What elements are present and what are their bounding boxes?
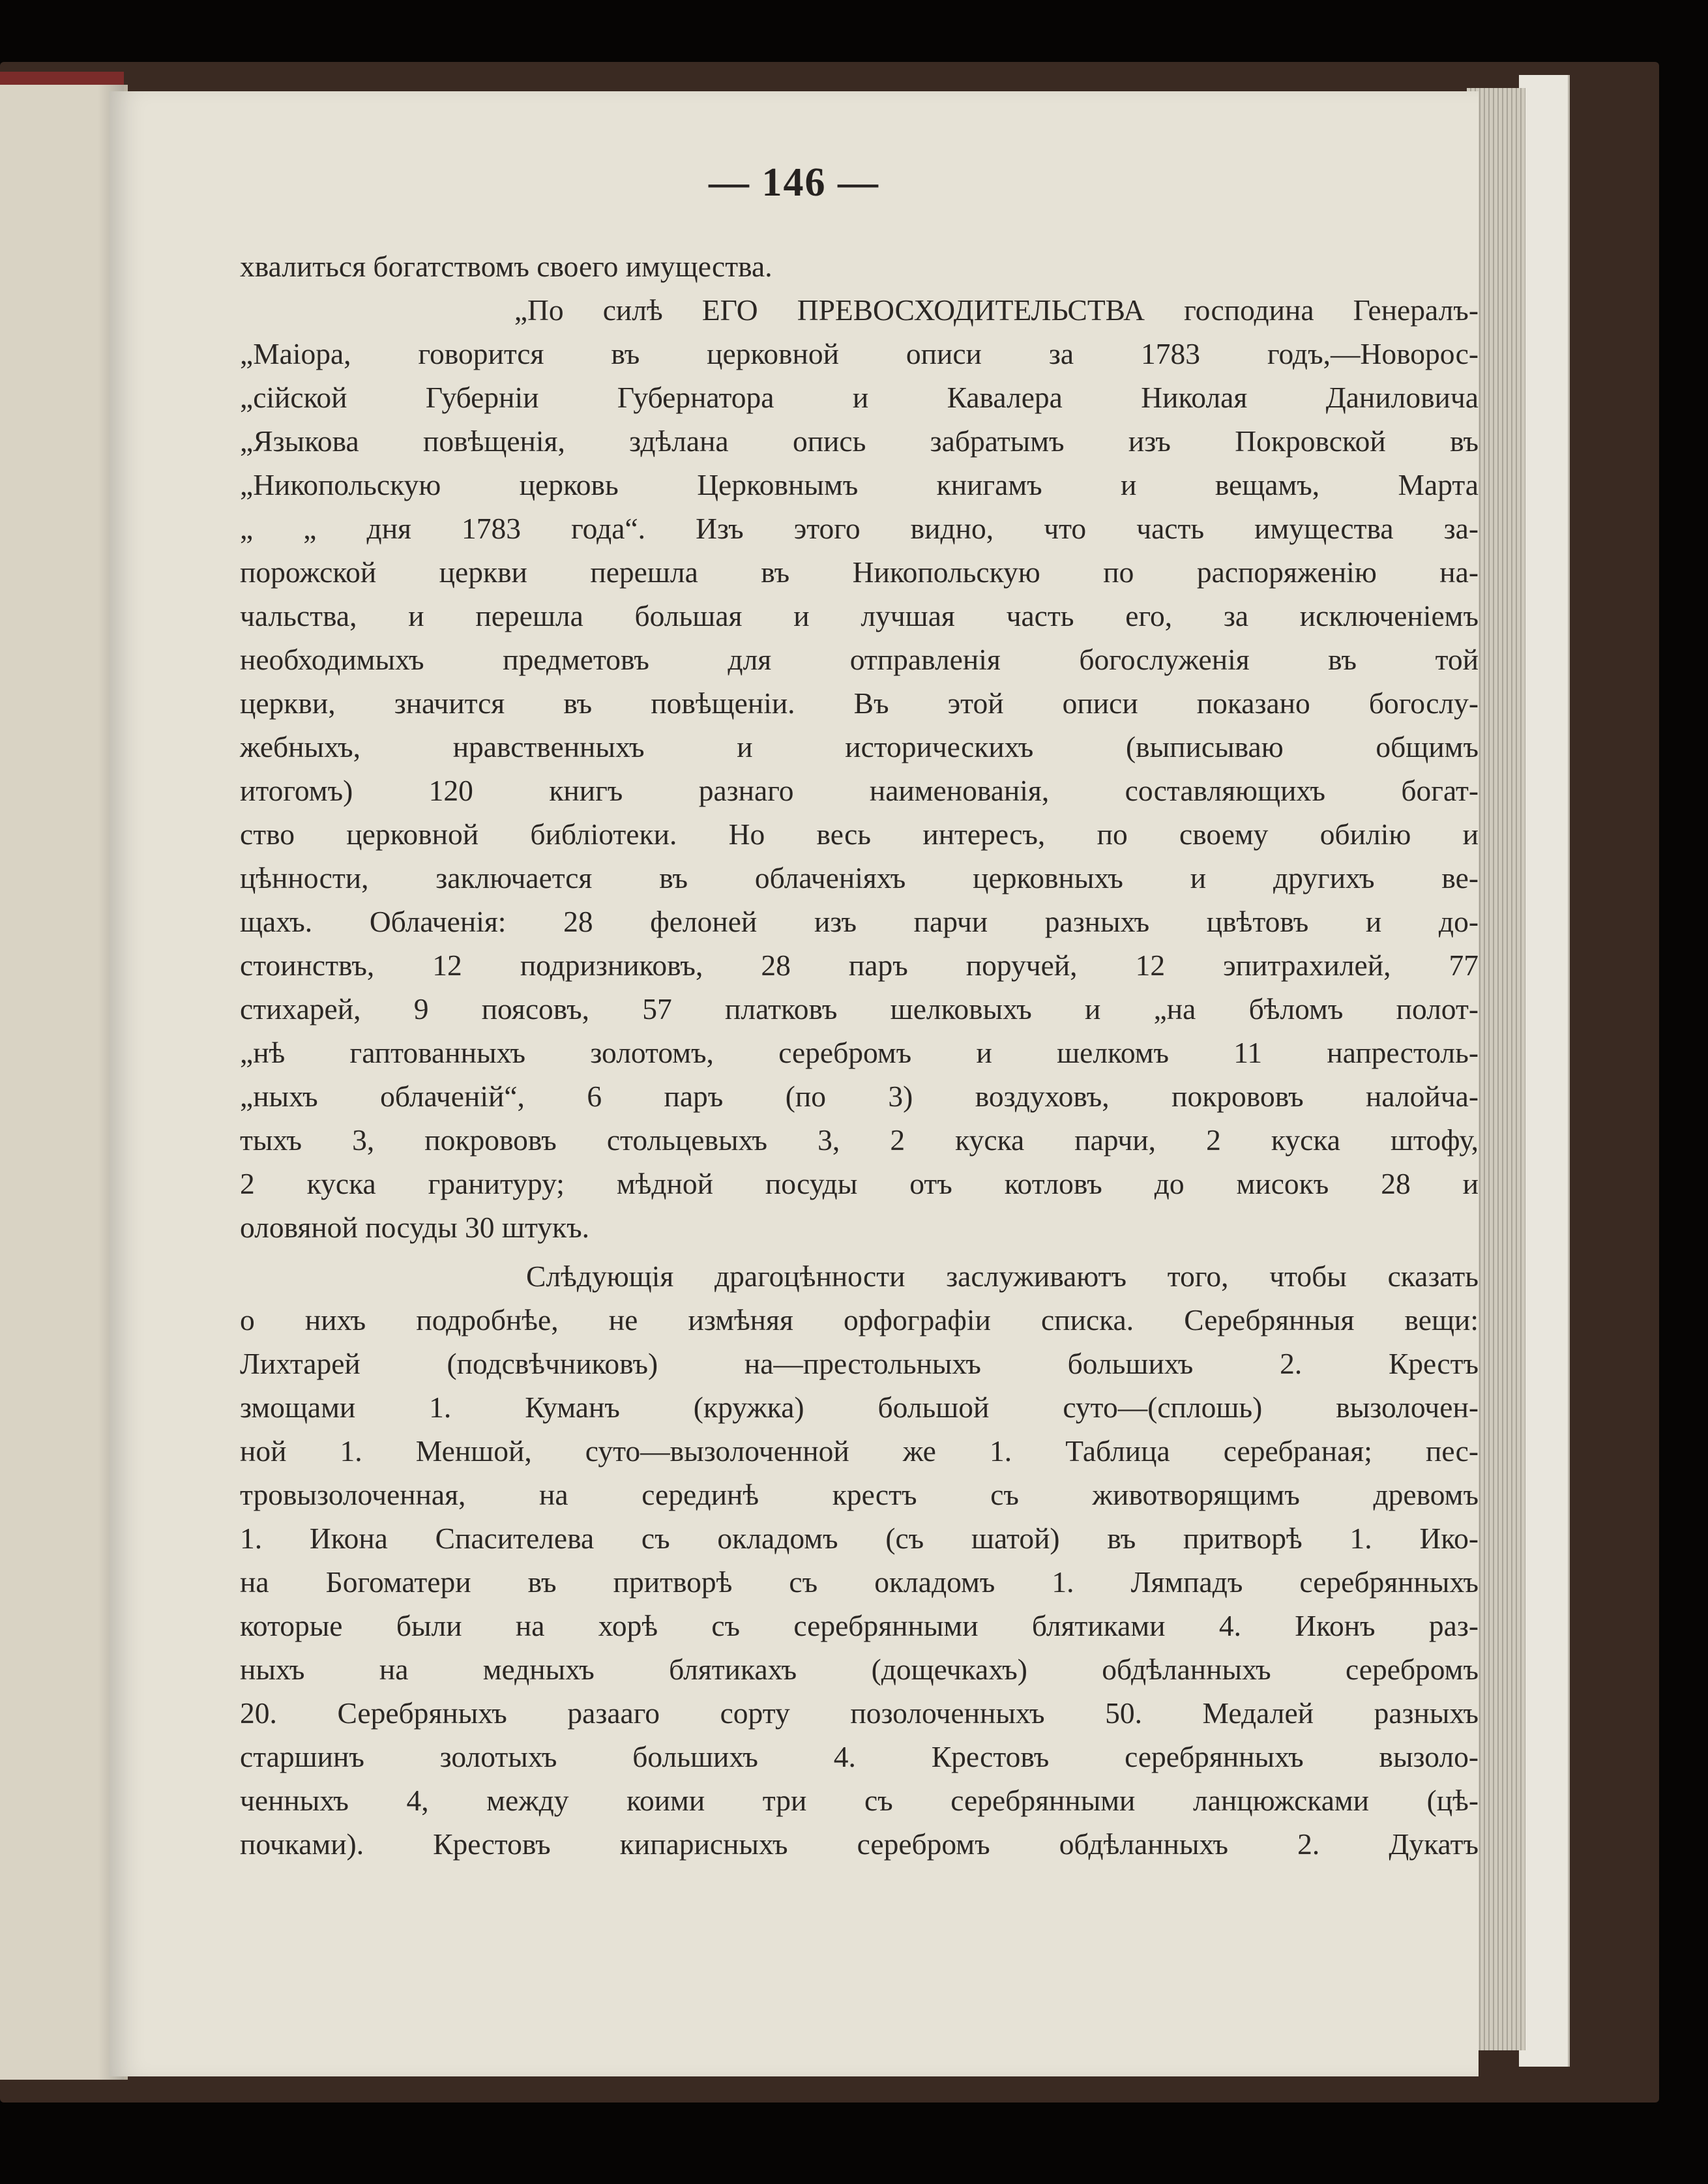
text-line: которые были на хорѣ съ серебрянными блятиками 4. Иконъ раз- xyxy=(240,1609,1479,1642)
text-line: тровызолоченная, на серединѣ крестъ съ животворящимъ древомъ xyxy=(240,1478,1479,1511)
text-line: на Богоматери въ притворѣ съ окладомъ 1. Лямпадъ серебрянныхъ xyxy=(240,1565,1479,1599)
text-line: ной 1. Меншой, суто—вызолоченной же 1. Таблица серебраная; пес- xyxy=(240,1434,1479,1468)
text-line: „Языкова повѣщенiя, здѣлана опись забратымъ изъ Покровской въ xyxy=(240,424,1479,458)
back-cover-edge xyxy=(1519,75,1570,2067)
page-text xyxy=(240,244,1479,1866)
text-line: порожской церкви перешла въ Никопольскую по распоряженiю на- xyxy=(240,555,1479,589)
page-number: — 146 — xyxy=(709,160,879,205)
book-page xyxy=(110,91,1479,2076)
text-line: старшинъ золотыхъ большихъ 4. Крестовъ серебрянныхъ вызоло- xyxy=(240,1740,1479,1773)
text-line: необходимыхъ предметовъ для отправленiя богослуженiя въ той xyxy=(240,643,1479,676)
text-line: „ „ дня 1783 года“. Изъ этого видно, что часть имущества за- xyxy=(240,512,1479,545)
text-line: стоинствъ, 12 подризниковъ, 28 паръ поручей, 12 эпитрахилей, 77 xyxy=(240,949,1479,982)
text-line: „сiйской Губернiи Губернатора и Кавалера Николая Даниловича xyxy=(240,381,1479,414)
text-line: итогомъ) 120 книгъ разнаго наименованiя, составляющихъ богат- xyxy=(240,774,1479,807)
text-line: „По силѣ ЕГО ПРЕВОСХОДИТЕЛЬСТВА господина Генералъ- xyxy=(240,293,1479,327)
text-line: 1. Икона Спасителева съ окладомъ (съ шатой) въ притворѣ 1. Ико- xyxy=(240,1522,1479,1555)
text-line: церкви, значится въ повѣщенiи. Въ этой описи показано богослу- xyxy=(240,686,1479,720)
text-line: стихарей, 9 поясовъ, 57 платковъ шелковыхъ и „на бѣломъ полот- xyxy=(240,992,1479,1026)
text-line: Слѣдующiя драгоцѣнности заслуживаютъ того, чтобы сказать xyxy=(240,1260,1479,1293)
text-line: щахъ. Облаченiя: 28 фелоней изъ парчи разныхъ цвѣтовъ и до- xyxy=(240,905,1479,938)
text-line: жебныхъ, нравственныхъ и историческихъ (выписываю общимъ xyxy=(240,730,1479,763)
text-line: ство церковной библiотеки. Но весь интересъ, по своему обилiю и xyxy=(240,818,1479,851)
text-line: „ныхъ облаченiй“, 6 паръ (по 3) воздуховъ, покрововъ налойча- xyxy=(240,1080,1479,1113)
text-line: ныхъ на медныхъ блятикахъ (дощечкахъ) обдѣланныхъ серебромъ xyxy=(240,1653,1479,1686)
text-line: 2 куска гранитуру; мѣдной посуды отъ котловъ до мисокъ 28 и xyxy=(240,1167,1479,1200)
text-line: ченныхъ 4, между коими три съ серебрянными ланцюжсками (цѣ- xyxy=(240,1784,1479,1817)
previous-page xyxy=(0,85,128,2080)
text-line: змощами 1. Куманъ (кружка) большой суто—(сплошь) вызолочен- xyxy=(240,1391,1479,1424)
text-line: тыхъ 3, покрововъ стольцевыхъ 3, 2 куска парчи, 2 куска штофу, xyxy=(240,1123,1479,1157)
text-line: чальства, и перешла большая и лучшая часть его, за исключенiемъ xyxy=(240,599,1479,632)
text-line: 20. Серебряныхъ разааго сорту позолоченныхъ 50. Медалей разныхъ xyxy=(240,1696,1479,1730)
text-line: „Маiора, говорится въ церковной описи за 1783 годъ,—Новорос- xyxy=(240,337,1479,370)
text-line: „Никопольскую церковь Церковнымъ книгамъ и вещамъ, Марта xyxy=(240,468,1479,501)
text-line: хвалиться богатствомъ своего имущества. xyxy=(240,250,773,283)
text-line: оловяной посуды 30 штукъ. xyxy=(240,1211,590,1244)
text-line: Лихтарей (подсвѣчниковъ) на—престольныхъ большихъ 2. Крестъ xyxy=(240,1347,1479,1380)
text-line: о нихъ подробнѣе, не измѣняя орфографiи списка. Серебрянныя вещи: xyxy=(240,1303,1479,1336)
text-line: почками). Крестовъ кипарисныхъ серебромъ обдѣланныхъ 2. Дукатъ xyxy=(240,1827,1479,1861)
text-line: цѣнности, заключается въ облаченiяхъ церковныхъ и другихъ ве- xyxy=(240,861,1479,894)
text-line: „нѣ гаптованныхъ золотомъ, серебромъ и шелкомъ 11 напрестоль- xyxy=(240,1036,1479,1069)
